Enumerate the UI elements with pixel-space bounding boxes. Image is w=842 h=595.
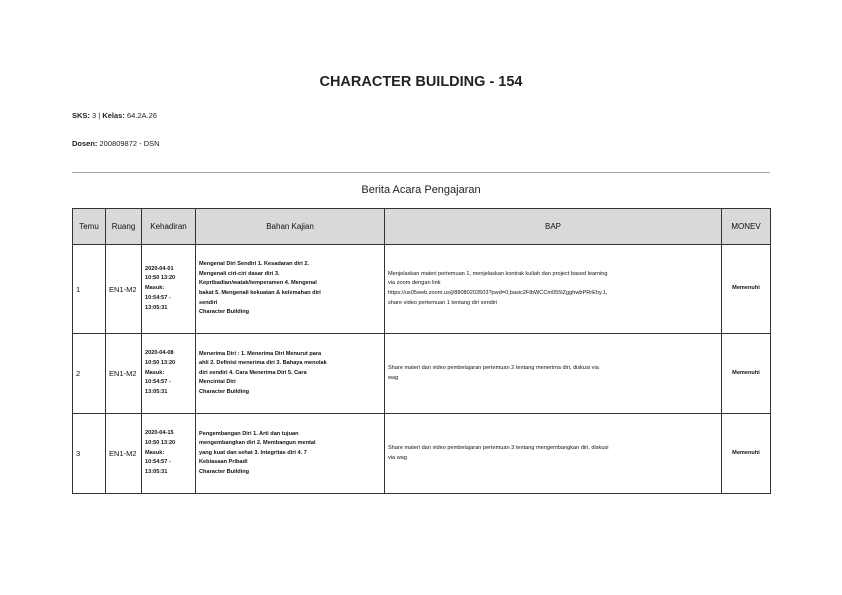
- cell-kehadiran-line: 13:05:31: [145, 469, 168, 476]
- lecturer-info: [72, 139, 160, 148]
- cell-temu: 3: [73, 414, 106, 494]
- cell-kehadiran-line: 13:05:31: [145, 304, 168, 311]
- cell-bahan-kajian-line: Kebiasaan Pribadi: [199, 459, 248, 466]
- section-title: Berita Acara Pengajaran: [361, 184, 481, 196]
- cell-kehadiran: [142, 414, 196, 494]
- cell-bap: [385, 414, 722, 494]
- cell-kehadiran: [142, 334, 196, 414]
- col-header-bahan-kajian: Bahan Kajian: [196, 209, 385, 245]
- sks-label: SKS:: [72, 111, 90, 120]
- cell-kehadiran-line: 2020-04-15: [145, 430, 174, 436]
- cell-kehadiran-line: 10:54:57 -: [145, 379, 171, 386]
- page-title: CHARACTER BUILDING - 154: [319, 74, 523, 90]
- table-row: [73, 414, 771, 494]
- col-header-monev: MONEV: [722, 209, 771, 245]
- cell-bahan-kajian-line: yang kuat dan sehat 3. Integritas diri 4. 7: [199, 449, 307, 456]
- col-header-ruang: Ruang: [106, 209, 142, 245]
- cell-kehadiran-line: Masuk:: [145, 369, 165, 376]
- cell-monev: Memenuhi: [722, 245, 771, 334]
- cell-bahan-kajian-line: diri sendiri 4. Cara Menerima Diri 5. Cara: [199, 369, 307, 376]
- cell-monev: Memenuhi: [722, 414, 771, 494]
- table-row: [73, 334, 771, 414]
- cell-bap-line: https://us05web.zoom.us/j/88080203503?pwd=0,basic2FtbWCCm055lZgghwbPRrEhy.1,: [388, 290, 608, 296]
- cell-bahan-kajian: [196, 414, 385, 494]
- cell-bahan-kajian-line: ahli 2. Definisi menerima diri 3. Bahaya menolak: [199, 360, 327, 367]
- col-header-temu: Temu: [73, 209, 106, 245]
- cell-bap-line: via zoom dengan link: [388, 280, 441, 287]
- separator: |: [98, 111, 101, 120]
- cell-monev: Memenuhi: [722, 334, 771, 414]
- cell-bahan-kajian-line: sendiri: [199, 299, 218, 306]
- cell-kehadiran-line: 10:54:57 -: [145, 294, 171, 301]
- table-row: [73, 245, 771, 334]
- cell-bahan-kajian-line: Menerima Diri : 1. Menerima Diri Menurut para: [199, 350, 322, 357]
- cell-temu: 2: [73, 334, 106, 414]
- kelas-value: 64.2A.26: [126, 111, 157, 120]
- cell-bahan-kajian-line: bakat 5. Mengenali kekuatan & kelemahan diri: [199, 290, 321, 296]
- cell-bahan-kajian-line: Character Building: [199, 468, 250, 475]
- divider: [72, 172, 770, 173]
- dosen-value: 200809872 - DSN: [99, 139, 160, 148]
- cell-bap-line: Share materi dan video pembelajaran pertemuan 2 tentang menerima diri, diskusi via: [388, 364, 599, 371]
- cell-kehadiran-line: 13:05:31: [145, 389, 168, 396]
- cell-bahan-kajian-line: Mengenali ciri-ciri dasar diri 3.: [199, 270, 280, 277]
- cell-temu: 1: [73, 245, 106, 334]
- cell-kehadiran: [142, 245, 196, 334]
- cell-kehadiran-line: 10:50 13:20: [145, 275, 176, 282]
- cell-bap-line: Menjelaskan materi pertemuan 1, menjelaskan kontrak kuliah dan project based learning: [388, 270, 608, 277]
- cell-bahan-kajian: [196, 245, 385, 334]
- col-header-kehadiran: Kehadiran: [142, 209, 196, 245]
- cell-kehadiran-line: 10:50 13:20: [145, 359, 176, 366]
- cell-kehadiran-line: Masuk:: [145, 449, 165, 456]
- cell-bahan-kajian-line: Character Building: [199, 309, 250, 316]
- cell-bahan-kajian-line: Pengembangan Diri 1. Arti dan tujuan: [199, 430, 299, 437]
- cell-bahan-kajian: [196, 334, 385, 414]
- cell-kehadiran-line: 10:54:57 -: [145, 459, 171, 466]
- cell-kehadiran-line: 2020-04-01: [145, 265, 174, 272]
- kelas-label: Kelas:: [102, 111, 125, 120]
- cell-bahan-kajian-line: Mencintai Diri: [199, 379, 236, 386]
- cell-bap-line: Share materi dan video pembelajaran pertemuan 3 tentang mengembangkan diri, diskusi: [388, 444, 609, 451]
- cell-bahan-kajian-line: Mengenal Diri Sendiri 1. Kesadaran diri 2.: [199, 261, 310, 268]
- cell-ruang: EN1-M2: [106, 414, 142, 494]
- course-info: [72, 111, 157, 120]
- cell-kehadiran-line: 2020-04-08: [145, 350, 174, 356]
- cell-bap-line: via wag: [388, 454, 407, 461]
- cell-bahan-kajian-line: Kepribadian/watak/temperamen 4. Mengenal: [199, 280, 317, 287]
- cell-bap-line: wag: [388, 374, 399, 381]
- cell-ruang: EN1-M2: [106, 245, 142, 334]
- table-header-row: [73, 209, 771, 245]
- cell-bahan-kajian-line: mengembangkan diri 2. Membangun mental: [199, 440, 316, 447]
- cell-bahan-kajian-line: Character Building: [199, 388, 250, 395]
- col-header-bap: BAP: [385, 209, 722, 245]
- cell-bap: [385, 245, 722, 334]
- sks-value: 3: [92, 111, 97, 120]
- dosen-label: Dosen:: [72, 139, 98, 148]
- cell-kehadiran-line: 10:50 13:20: [145, 439, 176, 446]
- bap-table: [72, 208, 771, 494]
- cell-bap: [385, 334, 722, 414]
- cell-ruang: EN1-M2: [106, 334, 142, 414]
- cell-bap-line: share video pertemuan 1 tentang diri sendiri: [388, 299, 498, 306]
- cell-kehadiran-line: Masuk:: [145, 285, 165, 292]
